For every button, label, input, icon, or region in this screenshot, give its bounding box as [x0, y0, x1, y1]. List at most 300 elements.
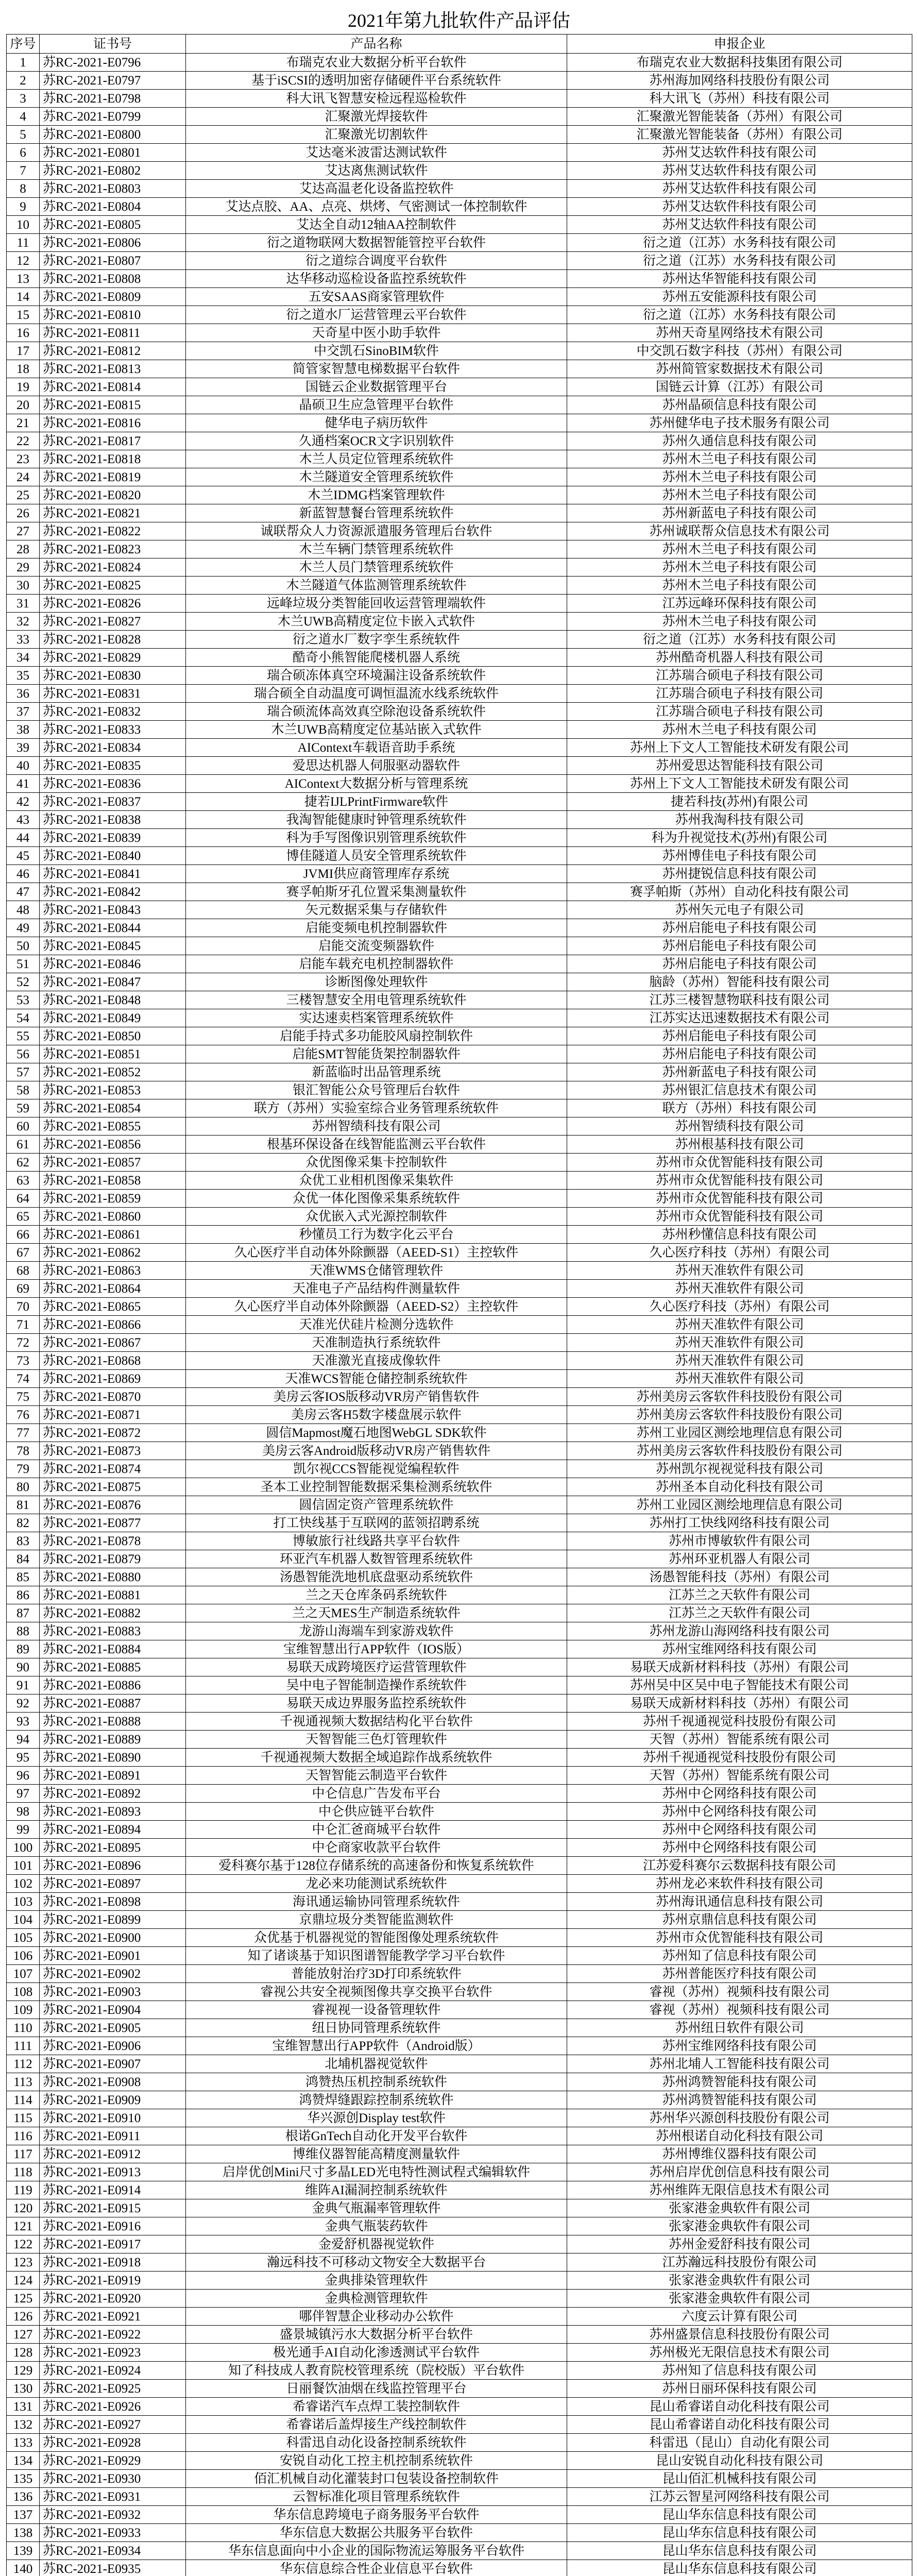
table-row [7, 739, 912, 757]
company-name: 苏州市众优智能科技有限公司 [567, 1929, 912, 1947]
product-name: 矢元数据采集与存储软件 [186, 901, 567, 919]
product-name: 环亚汽车机器人数智管理系统软件 [186, 1550, 567, 1568]
row-no: 127 [7, 2326, 40, 2344]
company-name: 苏州日丽环保科技有限公司 [567, 2380, 912, 2398]
table-row [7, 2344, 912, 2362]
table-row [7, 2181, 912, 2199]
product-name: 捷若IJLPrintFirmware软件 [186, 793, 567, 811]
certificate-number: 苏RC-2021-E0847 [40, 973, 186, 991]
row-no: 77 [7, 1424, 40, 1442]
certificate-number: 苏RC-2021-E0927 [40, 2416, 186, 2434]
product-name: 鸿赞热压机控制系统软件 [186, 2073, 567, 2091]
certificate-number: 苏RC-2021-E0812 [40, 342, 186, 360]
row-no: 56 [7, 1045, 40, 1063]
company-name: 苏州五安能源科技有限公司 [567, 288, 912, 306]
table-body [7, 54, 912, 2576]
header-product-name: 产品名称 [186, 35, 567, 54]
table-row [7, 1388, 912, 1406]
row-no: 18 [7, 360, 40, 378]
company-name: 睿视（苏州）视频科技有限公司 [567, 1983, 912, 2001]
product-name: 华东信息面向中小企业的国际物流运筹服务平台软件 [186, 2542, 567, 2560]
certificate-number: 苏RC-2021-E0865 [40, 1298, 186, 1316]
row-no: 130 [7, 2380, 40, 2398]
company-name: 衍之道（江苏）水务科技有限公司 [567, 631, 912, 649]
certificate-number: 苏RC-2021-E0850 [40, 1027, 186, 1045]
row-no: 126 [7, 2308, 40, 2326]
company-name: 六度云计算有限公司 [567, 2308, 912, 2326]
certificate-number: 苏RC-2021-E0837 [40, 793, 186, 811]
row-no: 58 [7, 1081, 40, 1099]
company-name: 苏州启岸优创信息科技有限公司 [567, 2163, 912, 2181]
row-no: 46 [7, 865, 40, 883]
row-no: 120 [7, 2199, 40, 2217]
table-row [7, 162, 912, 180]
product-name: 久心医疗半自动体外除颤器（AEED-S1）主控软件 [186, 1244, 567, 1262]
company-name: 昆山安锐自动化科技有限公司 [567, 2452, 912, 2470]
row-no: 115 [7, 2109, 40, 2127]
table-row [7, 1208, 912, 1226]
certificate-number: 苏RC-2021-E0863 [40, 1262, 186, 1280]
company-name: 苏州纽日软件有限公司 [567, 2019, 912, 2037]
row-no: 42 [7, 793, 40, 811]
product-name: 启能交流变频器软件 [186, 937, 567, 955]
company-name: 科雷迅（昆山）自动化有限公司 [567, 2434, 912, 2452]
table-row [7, 667, 912, 685]
table-row [7, 2127, 912, 2145]
product-name: 众优工业相机图像采集软件 [186, 1172, 567, 1190]
company-name: 苏州京鼎信息科技有限公司 [567, 1911, 912, 1929]
table-row [7, 2416, 912, 2434]
table-row [7, 2524, 912, 2542]
row-no: 73 [7, 1352, 40, 1370]
row-no: 11 [7, 234, 40, 252]
company-name: 苏州木兰电子科技有限公司 [567, 450, 912, 468]
product-name: 希睿诺汽车点焊工装控制软件 [186, 2398, 567, 2416]
row-no: 65 [7, 1208, 40, 1226]
product-name: 木兰UWB高精度定位基站嵌入式软件 [186, 721, 567, 739]
company-name: 苏州天准软件有限公司 [567, 1280, 912, 1298]
certificate-number: 苏RC-2021-E0834 [40, 739, 186, 757]
row-no: 28 [7, 540, 40, 558]
certificate-number: 苏RC-2021-E0919 [40, 2272, 186, 2290]
certificate-number: 苏RC-2021-E0908 [40, 2073, 186, 2091]
product-name: 千视通视频大数据全域追踪作战系统软件 [186, 1749, 567, 1767]
row-no: 139 [7, 2542, 40, 2560]
certificate-number: 苏RC-2021-E0875 [40, 1478, 186, 1496]
certificate-number: 苏RC-2021-E0890 [40, 1749, 186, 1767]
row-no: 117 [7, 2145, 40, 2163]
row-no: 138 [7, 2524, 40, 2542]
row-no: 128 [7, 2344, 40, 2362]
row-no: 2 [7, 72, 40, 90]
certificate-number: 苏RC-2021-E0825 [40, 577, 186, 595]
table-row [7, 306, 912, 324]
table-row [7, 1713, 912, 1731]
row-no: 95 [7, 1749, 40, 1767]
product-name: 天准光伏硅片检测分选软件 [186, 1316, 567, 1334]
certificate-number: 苏RC-2021-E0917 [40, 2235, 186, 2253]
table-row [7, 2199, 912, 2217]
row-no: 44 [7, 829, 40, 847]
row-no: 83 [7, 1532, 40, 1550]
row-no: 27 [7, 522, 40, 540]
company-name: 脑龄（苏州）智能科技有限公司 [567, 973, 912, 991]
product-name: 普能放射治疗3D打印系统软件 [186, 1965, 567, 1983]
product-name: 天准电子产品结构件测量软件 [186, 1280, 567, 1298]
company-name: 昆山华东信息科技有限公司 [567, 2524, 912, 2542]
table-row [7, 1136, 912, 1154]
row-no: 97 [7, 1785, 40, 1803]
row-no: 7 [7, 162, 40, 180]
table-row [7, 252, 912, 270]
company-name: 苏州市博敏软件有限公司 [567, 1532, 912, 1550]
row-no: 131 [7, 2398, 40, 2416]
certificate-number: 苏RC-2021-E0921 [40, 2308, 186, 2326]
company-name: 江苏兰之天软件有限公司 [567, 1604, 912, 1622]
company-name: 江苏实达迅速数据技术有限公司 [567, 1009, 912, 1027]
company-name: 苏州根诺自动化科技有限公司 [567, 2127, 912, 2145]
table-row [7, 342, 912, 360]
company-name: 苏州诚联帮众信息技术有限公司 [567, 522, 912, 540]
company-name: 昆山华东信息科技有限公司 [567, 2560, 912, 2576]
product-name: 木兰UWB高精度定位卡嵌入式软件 [186, 613, 567, 631]
table-row [7, 1658, 912, 1676]
company-name: 苏州秒懂信息科技有限公司 [567, 1226, 912, 1244]
company-name: 苏州市众优智能科技有限公司 [567, 1190, 912, 1208]
product-name: 中仑信息广告发布平台 [186, 1785, 567, 1803]
certificate-number: 苏RC-2021-E0876 [40, 1496, 186, 1514]
certificate-number: 苏RC-2021-E0928 [40, 2434, 186, 2452]
row-no: 76 [7, 1406, 40, 1424]
row-no: 60 [7, 1117, 40, 1136]
certificate-number: 苏RC-2021-E0862 [40, 1244, 186, 1262]
table-row [7, 1190, 912, 1208]
row-no: 75 [7, 1388, 40, 1406]
row-no: 96 [7, 1767, 40, 1785]
product-name: 华东信息综合性企业信息平台软件 [186, 2560, 567, 2576]
product-name: 苏州智绩科技有限公司 [186, 1117, 567, 1136]
product-name: 金典排染管理软件 [186, 2272, 567, 2290]
certificate-number: 苏RC-2021-E0922 [40, 2326, 186, 2344]
row-no: 125 [7, 2290, 40, 2308]
row-no: 14 [7, 288, 40, 306]
product-name: 金爱舒机器视觉软件 [186, 2235, 567, 2253]
row-no: 51 [7, 955, 40, 973]
company-name: 苏州启能电子科技有限公司 [567, 1045, 912, 1063]
product-name: 极光通手AI自动化渗透测试平台软件 [186, 2344, 567, 2362]
company-name: 苏州美房云客软件科技股份有限公司 [567, 1388, 912, 1406]
certificate-number: 苏RC-2021-E0804 [40, 198, 186, 216]
table-row [7, 649, 912, 667]
certificate-number: 苏RC-2021-E0905 [40, 2019, 186, 2037]
certificate-number: 苏RC-2021-E0798 [40, 90, 186, 108]
table-row [7, 1640, 912, 1658]
table-row [7, 1406, 912, 1424]
company-name: 张家港金典软件有限公司 [567, 2199, 912, 2217]
company-name: 江苏瑞合硕电子科技有限公司 [567, 703, 912, 721]
row-no: 101 [7, 1857, 40, 1875]
certificate-number: 苏RC-2021-E0898 [40, 1893, 186, 1911]
table-row [7, 991, 912, 1009]
product-name: 知了科技成人教育院校管理系统（院校版）平台软件 [186, 2362, 567, 2380]
company-name: 苏州达华智能科技有限公司 [567, 270, 912, 288]
company-name: 苏州木兰电子科技有限公司 [567, 540, 912, 558]
company-name: 苏州美房云客软件科技股份有限公司 [567, 1442, 912, 1460]
product-name: 兰之天仓库条码系统软件 [186, 1586, 567, 1604]
row-no: 23 [7, 450, 40, 468]
certificate-number: 苏RC-2021-E0823 [40, 540, 186, 558]
certificate-number: 苏RC-2021-E0894 [40, 1821, 186, 1839]
table-row [7, 1442, 912, 1460]
row-no: 62 [7, 1154, 40, 1172]
certificate-number: 苏RC-2021-E0849 [40, 1009, 186, 1027]
product-name: 远峰垃圾分类智能回收运营管理端软件 [186, 595, 567, 613]
table-row [7, 1154, 912, 1172]
product-name: 云智标准化项目管理系统软件 [186, 2488, 567, 2506]
row-no: 88 [7, 1622, 40, 1640]
certificate-number: 苏RC-2021-E0893 [40, 1803, 186, 1821]
certificate-number: 苏RC-2021-E0824 [40, 558, 186, 577]
table-row [7, 1424, 912, 1442]
row-no: 86 [7, 1586, 40, 1604]
table-row [7, 1604, 912, 1622]
product-name: AIContext大数据分析与管理系统 [186, 775, 567, 793]
row-no: 136 [7, 2488, 40, 2506]
table-row [7, 1875, 912, 1893]
table-row [7, 2380, 912, 2398]
company-name: 苏州金爱舒科技有限公司 [567, 2235, 912, 2253]
certificate-number: 苏RC-2021-E0811 [40, 324, 186, 342]
product-name: 哪伴智慧企业移动办公软件 [186, 2308, 567, 2326]
product-name: 瑞合硕流体高效真空除泡设备系统软件 [186, 703, 567, 721]
product-name: 联方（苏州）实验室综合业务管理系统软件 [186, 1099, 567, 1117]
table-row [7, 2560, 912, 2576]
certificate-number: 苏RC-2021-E0932 [40, 2506, 186, 2524]
product-name: 艾达全自动12轴AA控制软件 [186, 216, 567, 234]
product-name: 天准WCS智能仓储控制系统软件 [186, 1370, 567, 1388]
table-row [7, 1226, 912, 1244]
certificate-number: 苏RC-2021-E0801 [40, 144, 186, 162]
table-row [7, 468, 912, 486]
product-name: 三楼智慧安全用电管理系统软件 [186, 991, 567, 1009]
row-no: 91 [7, 1676, 40, 1694]
certificate-number: 苏RC-2021-E0866 [40, 1316, 186, 1334]
certificate-number: 苏RC-2021-E0881 [40, 1586, 186, 1604]
table-row [7, 1749, 912, 1767]
table-row [7, 685, 912, 703]
product-name: 金典气瓶漏率管理软件 [186, 2199, 567, 2217]
row-no: 33 [7, 631, 40, 649]
certificate-number: 苏RC-2021-E0886 [40, 1676, 186, 1694]
table-row [7, 955, 912, 973]
company-name: 久心医疗科技（苏州）有限公司 [567, 1298, 912, 1316]
table-row [7, 1172, 912, 1190]
company-name: 苏州根基科技有限公司 [567, 1136, 912, 1154]
table-row [7, 973, 912, 991]
row-no: 111 [7, 2037, 40, 2055]
company-name: 苏州普能医疗科技有限公司 [567, 1965, 912, 1983]
product-name: 布瑞克农业大数据分析平台软件 [186, 54, 567, 72]
company-name: 江苏瑞合硕电子科技有限公司 [567, 685, 912, 703]
certificate-number: 苏RC-2021-E0906 [40, 2037, 186, 2055]
product-name: 中交凯石SinoBIM软件 [186, 342, 567, 360]
certificate-number: 苏RC-2021-E0884 [40, 1640, 186, 1658]
row-no: 45 [7, 847, 40, 865]
row-no: 98 [7, 1803, 40, 1821]
product-name: 艾达点胶、AA、点亮、烘烤、气密测试一体控制软件 [186, 198, 567, 216]
certificate-number: 苏RC-2021-E0852 [40, 1063, 186, 1081]
certificate-number: 苏RC-2021-E0878 [40, 1532, 186, 1550]
certificate-number: 苏RC-2021-E0889 [40, 1731, 186, 1749]
certificate-number: 苏RC-2021-E0799 [40, 108, 186, 126]
table-row [7, 1947, 912, 1965]
row-no: 32 [7, 613, 40, 631]
product-name: 艾达高温老化设备监控软件 [186, 180, 567, 198]
table-row [7, 1676, 912, 1694]
row-no: 30 [7, 577, 40, 595]
product-name: 美房云客IOS版移动VR房产销售软件 [186, 1388, 567, 1406]
row-no: 112 [7, 2055, 40, 2073]
certificate-number: 苏RC-2021-E0839 [40, 829, 186, 847]
company-name: 苏州工业园区测绘地理信息有限公司 [567, 1496, 912, 1514]
company-name: 苏州中仑网络科技有限公司 [567, 1821, 912, 1839]
table-row [7, 1857, 912, 1875]
row-no: 82 [7, 1514, 40, 1532]
product-name: 博维仪器智能高精度测量软件 [186, 2145, 567, 2163]
product-name: 木兰车辆门禁管理系统软件 [186, 540, 567, 558]
row-no: 20 [7, 396, 40, 414]
certificate-number: 苏RC-2021-E0836 [40, 775, 186, 793]
certificate-number: 苏RC-2021-E0806 [40, 234, 186, 252]
certificate-number: 苏RC-2021-E0918 [40, 2253, 186, 2272]
company-name: 苏州龙游山海网络科技有限公司 [567, 1622, 912, 1640]
certificate-number: 苏RC-2021-E0926 [40, 2398, 186, 2416]
company-name: 苏州上下文人工智能技术研发有限公司 [567, 775, 912, 793]
company-name: 苏州华兴源创科技股份有限公司 [567, 2109, 912, 2127]
row-no: 78 [7, 1442, 40, 1460]
company-name: 苏州艾达软件科技有限公司 [567, 162, 912, 180]
product-name: 睿视视一设备管理软件 [186, 2001, 567, 2019]
product-name: 久心医疗半自动体外除颤器（AEED-S2）主控软件 [186, 1298, 567, 1316]
company-name: 苏州北埔人工智能科技有限公司 [567, 2055, 912, 2073]
product-name: 木兰隧道安全管理系统软件 [186, 468, 567, 486]
table-row [7, 1767, 912, 1785]
row-no: 36 [7, 685, 40, 703]
company-name: 苏州天准软件有限公司 [567, 1262, 912, 1280]
product-name: 日丽餐饮油烟在线监控管理平台 [186, 2380, 567, 2398]
certificate-number: 苏RC-2021-E0844 [40, 919, 186, 937]
company-name: 易联天成新材料科技（苏州）有限公司 [567, 1694, 912, 1713]
certificate-number: 苏RC-2021-E0901 [40, 1947, 186, 1965]
table-row [7, 126, 912, 144]
row-no: 67 [7, 1244, 40, 1262]
certificate-number: 苏RC-2021-E0809 [40, 288, 186, 306]
product-name: 基于iSCSI的透明加密存储硬件平台系统软件 [186, 72, 567, 90]
table-row [7, 1893, 912, 1911]
product-name: 衍之道水厂数字孪生系统软件 [186, 631, 567, 649]
row-no: 9 [7, 198, 40, 216]
row-no: 49 [7, 919, 40, 937]
table-row [7, 1911, 912, 1929]
header-company: 申报企业 [567, 35, 912, 54]
table-row [7, 1694, 912, 1713]
table-row [7, 1532, 912, 1550]
company-name: 苏州吴中区吴中电子智能技术有限公司 [567, 1676, 912, 1694]
product-name: 打工快线基于互联网的蓝领招聘系统 [186, 1514, 567, 1532]
product-name: 天奇星中医小助手软件 [186, 324, 567, 342]
row-no: 99 [7, 1821, 40, 1839]
row-no: 17 [7, 342, 40, 360]
table-row [7, 1586, 912, 1604]
table-row [7, 2308, 912, 2326]
table-row [7, 1514, 912, 1532]
company-name: 苏州中仑网络科技有限公司 [567, 1839, 912, 1857]
product-name: 启能手持式多功能胶风扇控制软件 [186, 1027, 567, 1045]
product-name: 瑞合硕冻体真空环境漏注设备系统软件 [186, 667, 567, 685]
company-name: 昆山华东信息科技有限公司 [567, 2542, 912, 2560]
certificate-number: 苏RC-2021-E0814 [40, 378, 186, 396]
certificate-number: 苏RC-2021-E0902 [40, 1965, 186, 1983]
table-row [7, 1821, 912, 1839]
company-name: 汇聚激光智能装备（苏州）有限公司 [567, 108, 912, 126]
company-name: 张家港金典软件有限公司 [567, 2272, 912, 2290]
product-name: 盛景城镇污水大数据分析平台软件 [186, 2326, 567, 2344]
company-name: 苏州盛景信息科技股份有限公司 [567, 2326, 912, 2344]
company-name: 苏州天奇星网络技术有限公司 [567, 324, 912, 342]
table-row [7, 2073, 912, 2091]
certificate-number: 苏RC-2021-E0930 [40, 2470, 186, 2488]
product-name: 天智智能云制造平台软件 [186, 1767, 567, 1785]
company-name: 苏州天准软件有限公司 [567, 1316, 912, 1334]
certificate-number: 苏RC-2021-E0895 [40, 1839, 186, 1857]
certificate-number: 苏RC-2021-E0828 [40, 631, 186, 649]
table-row [7, 414, 912, 432]
row-no: 59 [7, 1099, 40, 1117]
company-name: 苏州中仑网络科技有限公司 [567, 1803, 912, 1821]
company-name: 苏州市众优智能科技有限公司 [567, 1172, 912, 1190]
table-row [7, 1352, 912, 1370]
certificate-number: 苏RC-2021-E0861 [40, 1226, 186, 1244]
table-row [7, 2001, 912, 2019]
table-row [7, 360, 912, 378]
certificate-number: 苏RC-2021-E0896 [40, 1857, 186, 1875]
certificate-number: 苏RC-2021-E0873 [40, 1442, 186, 1460]
table-row [7, 631, 912, 649]
product-name: 衍之道综合调度平台软件 [186, 252, 567, 270]
row-no: 40 [7, 757, 40, 775]
row-no: 37 [7, 703, 40, 721]
product-name: 汤愚智能洗地机底盘驱动系统软件 [186, 1568, 567, 1586]
product-name: 启能变频电机控制器软件 [186, 919, 567, 937]
row-no: 116 [7, 2127, 40, 2145]
table-row [7, 1731, 912, 1749]
company-name: 苏州知了信息科技有限公司 [567, 2362, 912, 2380]
row-no: 69 [7, 1280, 40, 1298]
company-name: 苏州艾达软件科技有限公司 [567, 198, 912, 216]
row-no: 135 [7, 2470, 40, 2488]
table-row [7, 144, 912, 162]
row-no: 26 [7, 504, 40, 522]
table-row [7, 2091, 912, 2109]
product-name: 五安SAAS商家管理软件 [186, 288, 567, 306]
table-row [7, 2163, 912, 2181]
company-name: 天智（苏州）智能系统有限公司 [567, 1767, 912, 1785]
certificate-number: 苏RC-2021-E0904 [40, 2001, 186, 2019]
certificate-number: 苏RC-2021-E0829 [40, 649, 186, 667]
table-row [7, 1803, 912, 1821]
row-no: 38 [7, 721, 40, 739]
company-name: 苏州鸿赞智能科技有限公司 [567, 2073, 912, 2091]
